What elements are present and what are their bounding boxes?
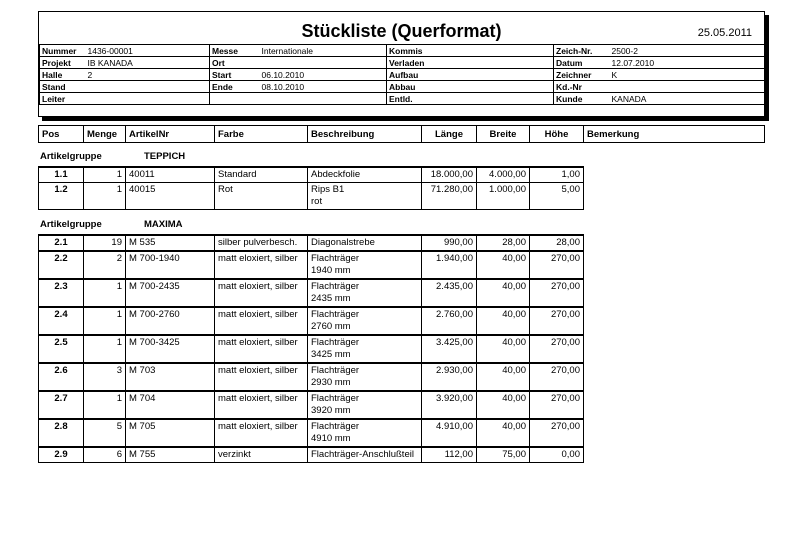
cell-hoehe: 270,00 (530, 279, 584, 307)
cell-farbe: matt eloxiert, silber (215, 279, 308, 307)
beschreibung-line-2: rot (311, 196, 323, 207)
table-row (39, 419, 584, 447)
cell-laenge: 18.000,00 (422, 167, 477, 183)
cell-artikelnr: M 700-2435 (126, 279, 215, 307)
field-entld (432, 93, 554, 105)
cell-breite: 75,00 (477, 447, 530, 463)
beschreibung-line: Flachträger (311, 337, 360, 348)
cell-beschreibung (308, 335, 422, 363)
field-ende: 08.10.2010 (260, 81, 387, 93)
cell-breite: 40,00 (477, 251, 530, 279)
group-heading (40, 151, 186, 162)
table-row (39, 391, 584, 419)
field-label: Ort (210, 57, 260, 69)
col-pos: Pos (39, 126, 84, 143)
field-label: Entld. (387, 93, 432, 105)
cell-pos: 2.1 (39, 235, 84, 251)
field-label: Stand (40, 81, 86, 93)
group-heading (40, 219, 183, 230)
cell-beschreibung (308, 251, 422, 279)
field-empty (260, 93, 387, 105)
cell-farbe: matt eloxiert, silber (215, 363, 308, 391)
beschreibung-line: Flachträger (311, 253, 360, 264)
cell-pos: 1.1 (39, 167, 84, 183)
cell-farbe: silber pulverbesch. (215, 235, 308, 251)
cell-farbe: matt eloxiert, silber (215, 391, 308, 419)
field-label: Kunde (554, 93, 610, 105)
cell-laenge: 1.940,00 (422, 251, 477, 279)
cell-breite: 40,00 (477, 307, 530, 335)
field-projekt: IB KANADA (86, 57, 210, 69)
field-leiter (86, 93, 210, 105)
cell-laenge: 990,00 (422, 235, 477, 251)
field-kommis (432, 45, 554, 57)
cell-artikelnr: M 703 (126, 363, 215, 391)
col-bemerkung: Bemerkung (584, 126, 765, 143)
table-row (39, 363, 584, 391)
cell-artikelnr: M 700-3425 (126, 335, 215, 363)
cell-artikelnr: M 700-1940 (126, 251, 215, 279)
group-table-maxima (38, 234, 584, 463)
cell-breite: 40,00 (477, 335, 530, 363)
cell-artikelnr: M 535 (126, 235, 215, 251)
cell-menge: 1 (84, 335, 126, 363)
header-info-table (39, 44, 765, 105)
column-header (38, 125, 765, 143)
beschreibung-line-2: 3425 mm (311, 349, 351, 360)
cell-breite: 4.000,00 (477, 167, 530, 183)
field-label: Projekt (40, 57, 86, 69)
col-menge: Menge (84, 126, 126, 143)
cell-menge: 1 (84, 279, 126, 307)
header-box (38, 11, 765, 117)
cell-pos: 2.8 (39, 419, 84, 447)
cell-menge: 1 (84, 183, 126, 210)
cell-farbe: matt eloxiert, silber (215, 251, 308, 279)
cell-beschreibung (308, 363, 422, 391)
cell-pos: 2.9 (39, 447, 84, 463)
cell-hoehe: 270,00 (530, 391, 584, 419)
cell-menge: 19 (84, 235, 126, 251)
field-label: Leiter (40, 93, 86, 105)
beschreibung-line: Diagonalstrebe (311, 237, 375, 248)
cell-hoehe: 5,00 (530, 183, 584, 210)
col-breite: Breite (477, 126, 530, 143)
beschreibung-line: Flachträger (311, 309, 360, 320)
beschreibung-line-2: 3920 mm (311, 405, 351, 416)
cell-menge: 5 (84, 419, 126, 447)
field-messe: Internationale (260, 45, 387, 57)
beschreibung-line-2: 1940 mm (311, 265, 351, 276)
cell-hoehe: 270,00 (530, 251, 584, 279)
field-label: Start (210, 69, 260, 81)
cell-menge: 1 (84, 391, 126, 419)
field-label: Datum (554, 57, 610, 69)
cell-farbe: matt eloxiert, silber (215, 307, 308, 335)
cell-pos: 1.2 (39, 183, 84, 210)
cell-hoehe: 0,00 (530, 447, 584, 463)
cell-hoehe: 270,00 (530, 335, 584, 363)
cell-beschreibung (308, 235, 422, 251)
cell-artikelnr: M 704 (126, 391, 215, 419)
field-label: Kommis (387, 45, 432, 57)
field-label: Ende (210, 81, 260, 93)
cell-artikelnr: M 705 (126, 419, 215, 447)
cell-breite: 40,00 (477, 419, 530, 447)
cell-hoehe: 270,00 (530, 419, 584, 447)
col-beschreibung: Beschreibung (308, 126, 422, 143)
beschreibung-line-2: 4910 mm (311, 433, 351, 444)
col-farbe: Farbe (215, 126, 308, 143)
field-ort (260, 57, 387, 69)
beschreibung-line: Flachträger-Anschlußteil (311, 449, 414, 460)
field-verladen (432, 57, 554, 69)
beschreibung-line-2: 2760 mm (311, 321, 351, 332)
table-row (39, 447, 584, 463)
cell-beschreibung (308, 447, 422, 463)
cell-artikelnr: M 700-2760 (126, 307, 215, 335)
cell-breite: 28,00 (477, 235, 530, 251)
cell-beschreibung (308, 391, 422, 419)
field-label: Abbau (387, 81, 432, 93)
cell-artikelnr: 40015 (126, 183, 215, 210)
table-row (39, 235, 584, 251)
beschreibung-line: Flachträger (311, 365, 360, 376)
group-label: Artikelgruppe (40, 151, 102, 162)
col-hoehe: Höhe (530, 126, 584, 143)
field-label: Halle (40, 69, 86, 81)
field-label: Nummer (40, 45, 86, 57)
cell-menge: 3 (84, 363, 126, 391)
cell-farbe: verzinkt (215, 447, 308, 463)
col-laenge: Länge (422, 126, 477, 143)
cell-pos: 2.3 (39, 279, 84, 307)
col-artikelnr: ArtikelNr (126, 126, 215, 143)
field-datum: 12.07.2010 (610, 57, 765, 69)
cell-breite: 1.000,00 (477, 183, 530, 210)
field-label: Kd.-Nr (554, 81, 610, 93)
group-name: TEPPICH (144, 151, 186, 162)
cell-breite: 40,00 (477, 279, 530, 307)
cell-menge: 1 (84, 167, 126, 183)
cell-hoehe: 28,00 (530, 235, 584, 251)
beschreibung-line: Rips B1 (311, 184, 345, 195)
beschreibung-line: Abdeckfolie (311, 169, 361, 180)
field-halle: 2 (86, 69, 210, 81)
field-kunde: KANADA (610, 93, 765, 105)
cell-farbe: matt eloxiert, silber (215, 335, 308, 363)
cell-pos: 2.4 (39, 307, 84, 335)
cell-laenge: 3.425,00 (422, 335, 477, 363)
beschreibung-line: Flachträger (311, 281, 360, 292)
table-row (39, 167, 584, 183)
beschreibung-line: Flachträger (311, 393, 360, 404)
table-row (39, 183, 584, 210)
group-name: MAXIMA (144, 219, 183, 230)
field-label: Messe (210, 45, 260, 57)
table-row (39, 307, 584, 335)
cell-menge: 6 (84, 447, 126, 463)
cell-menge: 2 (84, 251, 126, 279)
print-date: 25.05.2011 (697, 27, 752, 39)
table-row (39, 335, 584, 363)
cell-breite: 40,00 (477, 363, 530, 391)
cell-pos: 2.7 (39, 391, 84, 419)
cell-laenge: 3.920,00 (422, 391, 477, 419)
cell-pos: 2.6 (39, 363, 84, 391)
page-title: Stückliste (Querformat) (301, 21, 502, 41)
field-abbau (432, 81, 554, 93)
field-label: Aufbau (387, 69, 432, 81)
cell-pos: 2.5 (39, 335, 84, 363)
cell-beschreibung (308, 183, 422, 210)
field-nummer: 1436-00001 (86, 45, 210, 57)
field-kdnr (610, 81, 765, 93)
field-zeichnr: 2500-2 (610, 45, 765, 57)
cell-laenge: 112,00 (422, 447, 477, 463)
cell-farbe: matt eloxiert, silber (215, 419, 308, 447)
cell-farbe: Standard (215, 167, 308, 183)
cell-hoehe: 270,00 (530, 307, 584, 335)
field-label: Verladen (387, 57, 432, 69)
beschreibung-line-2: 2930 mm (311, 377, 351, 388)
table-row (39, 279, 584, 307)
cell-pos: 2.2 (39, 251, 84, 279)
beschreibung-line: Flachträger (311, 421, 360, 432)
field-aufbau (432, 69, 554, 81)
group-table-teppich (38, 166, 584, 210)
cell-artikelnr: M 755 (126, 447, 215, 463)
cell-laenge: 2.435,00 (422, 279, 477, 307)
cell-menge: 1 (84, 307, 126, 335)
cell-laenge: 4.910,00 (422, 419, 477, 447)
cell-beschreibung (308, 279, 422, 307)
cell-beschreibung (308, 307, 422, 335)
cell-farbe: Rot (215, 183, 308, 210)
field-zeichner: K (610, 69, 765, 81)
beschreibung-line-2: 2435 mm (311, 293, 351, 304)
cell-artikelnr: 40011 (126, 167, 215, 183)
cell-laenge: 71.280,00 (422, 183, 477, 210)
group-label: Artikelgruppe (40, 219, 102, 230)
cell-beschreibung (308, 167, 422, 183)
cell-hoehe: 1,00 (530, 167, 584, 183)
cell-hoehe: 270,00 (530, 363, 584, 391)
field-stand (86, 81, 210, 93)
cell-laenge: 2.930,00 (422, 363, 477, 391)
cell-breite: 40,00 (477, 391, 530, 419)
field-label: Zeich-Nr. (554, 45, 610, 57)
field-start: 06.10.2010 (260, 69, 387, 81)
field-label: Zeichner (554, 69, 610, 81)
cell-beschreibung (308, 419, 422, 447)
field-label (210, 93, 260, 105)
cell-laenge: 2.760,00 (422, 307, 477, 335)
table-row (39, 251, 584, 279)
